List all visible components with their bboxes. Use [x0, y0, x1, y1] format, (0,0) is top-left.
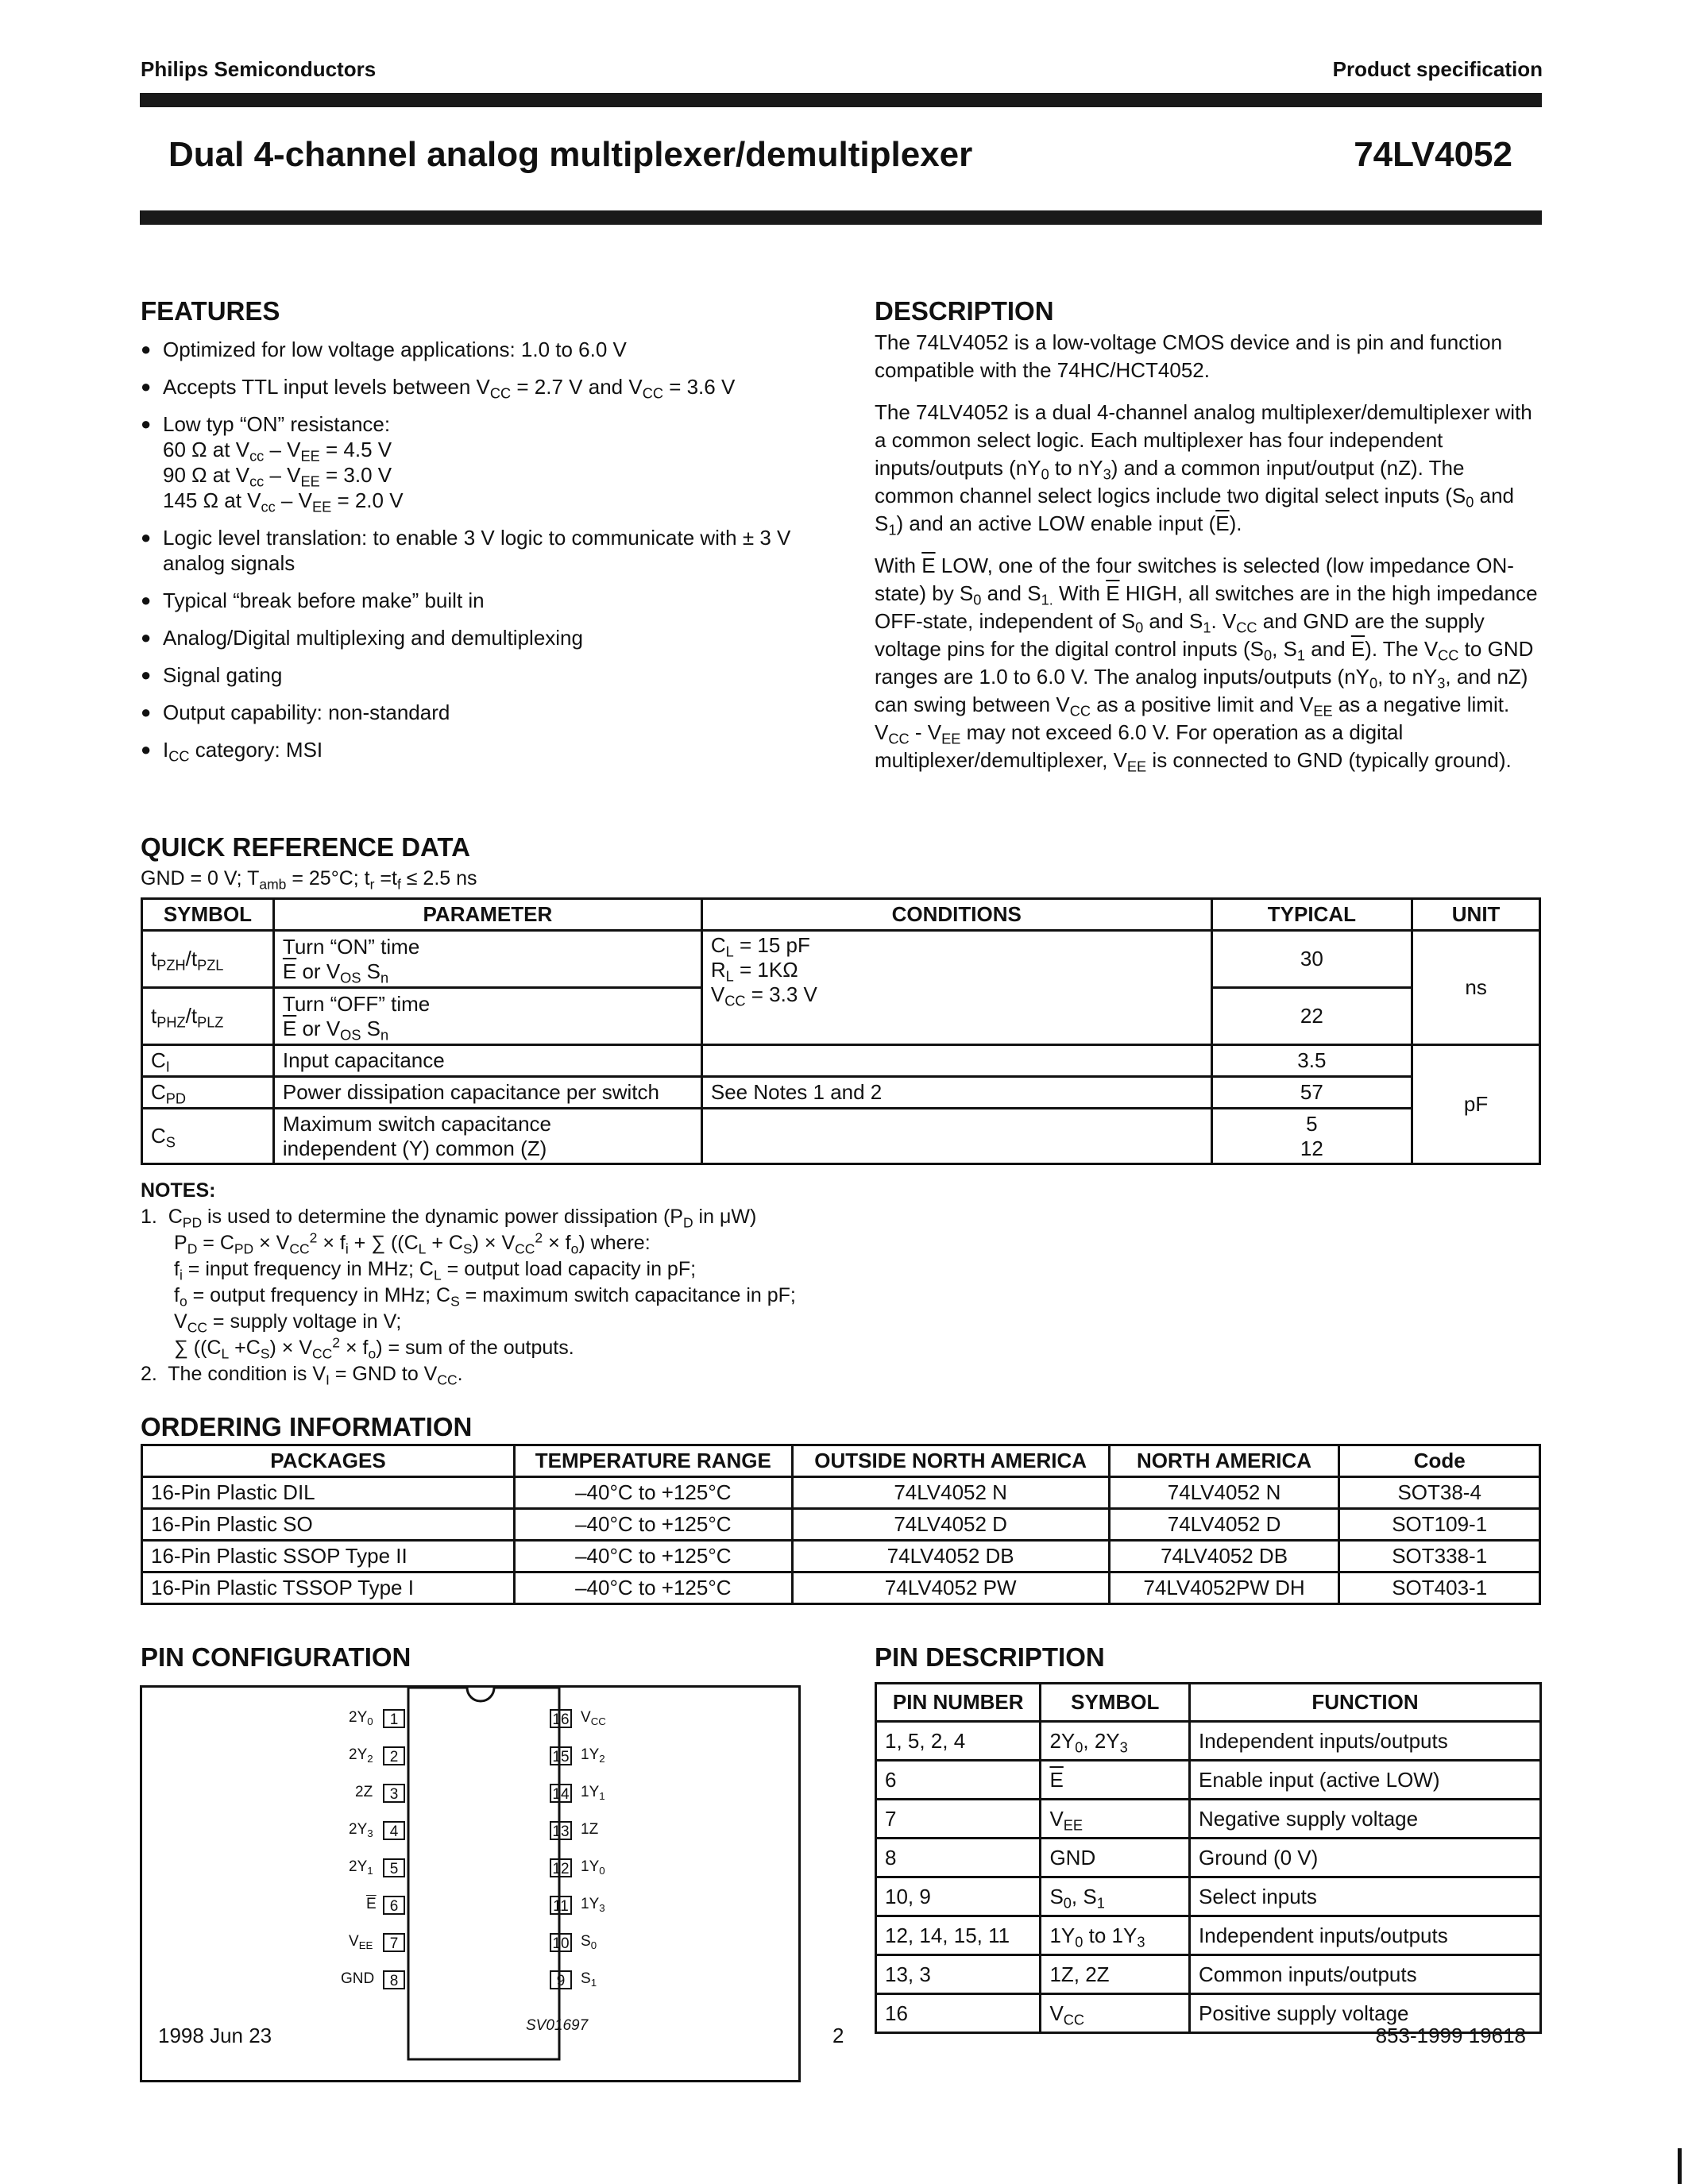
ordering-header: Code: [1339, 1445, 1540, 1477]
pin-desc-symbol: GND: [1041, 1839, 1190, 1877]
qrd-typical-line: 5: [1306, 1111, 1318, 1136]
ordering-temp: –40°C to +125°C: [515, 1477, 793, 1509]
pin-number: 4: [383, 1821, 405, 1840]
description-heading: DESCRIPTION: [875, 296, 1054, 326]
ordering-na: 74LV4052 DB: [1109, 1541, 1339, 1572]
ordering-heading: ORDERING INFORMATION: [141, 1412, 473, 1441]
qrd-header-unit: UNIT: [1412, 899, 1540, 931]
qrd-typical: 22: [1211, 988, 1412, 1045]
ordering-na: 74LV4052 D: [1109, 1509, 1339, 1541]
footer-doc-code: 853-1999 19618: [1375, 2024, 1526, 2047]
qrd-conditions-line: GND = 0 V; $T_{amb} = 25^\circ C$; $t_r =t_f \le 2.5$ ns: [141, 867, 477, 893]
pin-desc-function: Enable input (active LOW): [1190, 1761, 1541, 1800]
table-row: [876, 1722, 1541, 1761]
pin-desc-symbol: $\overline{E}$: [1041, 1761, 1190, 1800]
pin-configuration-figure: [140, 1685, 801, 2082]
qrd-param-line: Turn “ON” time: [282, 934, 420, 959]
qrd-conditions: [701, 1109, 1211, 1164]
ordering-outside-na: 74LV4052 PW: [792, 1572, 1109, 1604]
bullet-icon: ●: [141, 527, 152, 547]
description-paragraph: The 74LV4052 is a dual 4-channel analog multiplexer/demultiplexer with a common select logic. Each multiplexer has four independent inputs/outputs ($nY_0$ to $nY_3$) and a common input/output (nZ). The common channel select logics include two digital select inputs ($S_0$ and $S_1$) and an active LOW enable input $(\overline{E})$.: [875, 400, 1532, 538]
ordering-code: SOT338-1: [1339, 1541, 1540, 1572]
footer-page-number: 2: [832, 2024, 844, 2047]
pin-desc-number: 1, 5, 2, 4: [876, 1722, 1041, 1761]
pin-desc-heading: PIN DESCRIPTION: [875, 1642, 1105, 1672]
pin-desc-header: SYMBOL: [1041, 1684, 1190, 1722]
quick-reference-table: [141, 897, 1541, 1165]
qrd-symbol: $t_{PZH}/t_{PZL}$: [142, 931, 274, 988]
qrd-parameter: Turn “ON” time $\overline{E}$ or $V_{OS}$ $S_n$: [273, 931, 701, 988]
pin-number: 11: [550, 1896, 572, 1915]
note-1-def: $f_i$ = input frequency in MHz; $C_L$ = output load capacity in pF;: [174, 1258, 697, 1283]
feature-item: ● Low typ “ON” resistance: 60 Ω at $V_{cc} - V_{EE} = 4.5$ V 90 Ω at $V_{cc} - V_{EE} = 3.0$ V 145 Ω at $V_{cc} - V_{EE} = 2.0$ V: [141, 412, 404, 515]
ordering-package: 16-Pin Plastic SO: [142, 1509, 515, 1541]
qrd-param-line: independent (Y) common (Z): [282, 1136, 547, 1160]
pin-desc-header: PIN NUMBER: [876, 1684, 1041, 1722]
pin-desc-header: FUNCTION: [1190, 1684, 1541, 1722]
qrd-parameter: Turn “OFF” time $\overline{E}$ or $V_{OS}$ $S_n$: [273, 988, 701, 1045]
document-type: Product specification: [1332, 57, 1543, 81]
document-title: Dual 4-channel analog multiplexer/demultiplexer: [168, 135, 973, 174]
feature-item: ● Typical “break before make” built in: [141, 588, 485, 612]
qrd-param-line: Turn “OFF” time: [282, 991, 431, 1016]
pin-desc-number: 10, 9: [876, 1877, 1041, 1916]
pin-label-2y3: $2Y_3$: [349, 1821, 373, 1839]
pin-number: 1: [383, 1709, 405, 1728]
qrd-conditions: [701, 1045, 1211, 1077]
pin-label-1y2: $1Y_2$: [581, 1746, 605, 1765]
pin-desc-number: 8: [876, 1839, 1041, 1877]
ordering-header: TEMPERATURE RANGE: [515, 1445, 793, 1477]
pin-label-1y0: $1Y_0$: [581, 1858, 605, 1877]
note-2: 2. The condition is $V_I$ = GND to $V_{CC}$.: [141, 1363, 463, 1388]
table-row: [876, 1839, 1541, 1877]
qrd-conditions: $C_L = 15$ pF $R_L = 1K\Omega$ $V_{CC} = 3.3$ V: [701, 931, 1211, 1045]
qrd-unit: ns: [1412, 931, 1540, 1045]
note-1-def: $f_o$ = output frequency in MHz; $C_S$ = maximum switch capacitance in pF;: [174, 1284, 796, 1310]
pin-label-2y2: $2Y_2$: [349, 1746, 373, 1765]
pin-number: 7: [383, 1933, 405, 1952]
pin-label-vcc: $V_{CC}$: [581, 1709, 606, 1727]
qrd-parameter: Power dissipation capacitance per switch: [273, 1077, 701, 1109]
qrd-symbol: $t_{PHZ}/t_{PLZ}$: [142, 988, 274, 1045]
pin-desc-symbol: $1Y_0$ to $1Y_3$: [1041, 1916, 1190, 1955]
pin-desc-number: 12, 14, 15, 11: [876, 1916, 1041, 1955]
qrd-param-line: Maximum switch capacitance: [282, 1111, 552, 1136]
ordering-package: 16-Pin Plastic DIL: [142, 1477, 515, 1509]
ordering-na: 74LV4052 N: [1109, 1477, 1339, 1509]
header-rule-top: [140, 93, 1542, 107]
pin-number: 2: [383, 1746, 405, 1765]
bullet-icon: ●: [141, 376, 152, 396]
bullet-icon: ●: [141, 665, 152, 685]
qrd-header-typical: TYPICAL: [1211, 899, 1412, 931]
pin-label-2y1: $2Y_1$: [349, 1858, 373, 1877]
note-1-formula: $P_D = C_{PD} \times V_{CC}^2 \times f_i$ + ∑ $((C_L + C_S) \times V_{CC}^2 \times f_o)$ where:: [174, 1229, 651, 1257]
pin-desc-function: Positive supply voltage: [1190, 1994, 1541, 2033]
ordering-package: 16-Pin Plastic SSOP Type II: [142, 1541, 515, 1572]
company-name: Philips Semiconductors: [141, 57, 377, 81]
part-number: 74LV4052: [1354, 135, 1512, 174]
features-list: [141, 337, 856, 774]
pin-desc-number: 7: [876, 1800, 1041, 1839]
feature-item: ● Accepts TTL input levels between $V_{CC} = 2.7$ V and $V_{CC} = 3.6$ V: [141, 375, 736, 402]
feature-item: ● Output capability: non-standard: [141, 700, 450, 724]
ordering-na: 74LV4052PW DH: [1109, 1572, 1339, 1604]
table-row: [876, 1916, 1541, 1955]
qrd-conditions: See Notes 1 and 2: [701, 1077, 1211, 1109]
description-paragraph: The 74LV4052 is a low-voltage CMOS device and is pin and function compatible with the 74HC/HCT4052.: [875, 330, 1503, 382]
pin-label-s1: $S_1$: [581, 1970, 597, 1989]
qrd-typical: 57: [1211, 1077, 1412, 1109]
pin-number: 12: [550, 1858, 572, 1877]
notes-heading: NOTES:: [141, 1179, 216, 1202]
pin-desc-symbol: $V_{CC}$: [1041, 1994, 1190, 2033]
pin-number: 16: [550, 1709, 572, 1728]
qrd-unit: pF: [1412, 1045, 1540, 1164]
description-paragraph: With $\overline{E}$ LOW, one of the four switches is selected (low impedance ON-state) by $S_0$ and $S_{1.}$ With $\overline{E}$ HIGH, all switches are in the high impedance OFF-state, independent of $S_0$ and $S_1$. $V_{CC}$ and GND are the supply voltage pins for the digital control inputs ($S_0$, $S_1$ and $\overline{E}$). The $V_{CC}$ to GND ranges are 1.0 to 6.0 V. The analog inputs/outputs ($nY_0$, to $nY_3$, and nZ) can swing between $V_{CC}$ as a positive limit and $V_{EE}$ as a negative limit. $V_{CC} - V_{EE}$ may not exceed 6.0 V. For operation as a digital multiplexer/demultiplexer, $V_{EE}$ is connected to GND (typically ground).: [875, 554, 1538, 775]
table-row: [876, 1800, 1541, 1839]
notes: [141, 1178, 935, 1387]
bullet-icon: ●: [141, 627, 152, 647]
pin-number: 8: [383, 1970, 405, 1989]
pin-label-1z: 1Z: [581, 1821, 599, 1838]
description-body: [875, 329, 1542, 789]
footer-date: 1998 Jun 23: [158, 2024, 272, 2047]
qrd-symbol: $C_S$: [142, 1109, 274, 1164]
ordering-temp: –40°C to +125°C: [515, 1509, 793, 1541]
qrd-header-conditions: CONDITIONS: [701, 899, 1211, 931]
bullet-icon: ●: [141, 590, 152, 610]
pin-description-table: [875, 1682, 1542, 2034]
bullet-icon: ●: [141, 739, 152, 759]
pin-number: 3: [383, 1784, 405, 1803]
table-row: [142, 1572, 1540, 1604]
table-row: [876, 1955, 1541, 1994]
feature-item: ● $I_{CC}$ category: MSI: [141, 738, 323, 765]
ic-package-outline: [407, 1688, 561, 2061]
features-heading: FEATURES: [141, 296, 280, 326]
pin-desc-symbol: $2Y_0$, $2Y_3$: [1041, 1722, 1190, 1761]
pin-label-vee: $V_{EE}$: [349, 1933, 373, 1951]
bullet-icon: ●: [141, 702, 152, 722]
pin-number: 14: [550, 1784, 572, 1803]
qrd-header-parameter: PARAMETER: [273, 899, 701, 931]
pin-number: 13: [550, 1821, 572, 1840]
ordering-temp: –40°C to +125°C: [515, 1572, 793, 1604]
pin-desc-number: 16: [876, 1994, 1041, 2033]
pin-label-1y1: $1Y_1$: [581, 1784, 605, 1802]
pin-label-1y3: $1Y_3$: [581, 1896, 605, 1914]
note-1: 1. $C_{PD}$ is used to determine the dynamic power dissipation ($P_D$ in μW): [141, 1206, 757, 1231]
table-row: [142, 1541, 1540, 1572]
table-row: [876, 1877, 1541, 1916]
pin-label-2y0: $2Y_0$: [349, 1709, 373, 1727]
qrd-typical: 3.5: [1211, 1045, 1412, 1077]
bullet-icon: ●: [141, 339, 152, 359]
pin-desc-function: Common inputs/outputs: [1190, 1955, 1541, 1994]
ordering-temp: –40°C to +125°C: [515, 1541, 793, 1572]
pin-desc-function: Independent inputs/outputs: [1190, 1722, 1541, 1761]
pin-desc-function: Ground (0 V): [1190, 1839, 1541, 1877]
pin-desc-number: 13, 3: [876, 1955, 1041, 1994]
pin-desc-function: Negative supply voltage: [1190, 1800, 1541, 1839]
pin-number: 10: [550, 1933, 572, 1952]
note-1-def: ∑ $((C_L +C_S) \times V_{CC}^2 \times f_o)$ = sum of the outputs.: [174, 1334, 574, 1362]
ordering-header: NORTH AMERICA: [1109, 1445, 1339, 1477]
ordering-header: PACKAGES: [142, 1445, 515, 1477]
table-row: [142, 1509, 1540, 1541]
feature-item: ● Optimized for low voltage applications: 1.0 to 6.0 V: [141, 338, 627, 361]
pin-number: 15: [550, 1746, 572, 1765]
feature-item: ● Signal gating: [141, 663, 283, 687]
table-row: [142, 1477, 1540, 1509]
ordering-table: [141, 1444, 1541, 1605]
ordering-code: SOT38-4: [1339, 1477, 1540, 1509]
qrd-typical-line: 12: [1300, 1136, 1323, 1160]
pin-label-e: $\overline{E}$: [366, 1896, 377, 1912]
qrd-typical: [1211, 1109, 1412, 1164]
feature-item: ● Logic level translation: to enable 3 V logic to communicate with ± 3 V analog signals: [141, 526, 791, 575]
figure-code: SV01697: [526, 2017, 589, 2034]
pin-label-gnd: GND: [341, 1970, 375, 1987]
qrd-heading: QUICK REFERENCE DATA: [141, 832, 470, 862]
ordering-header: OUTSIDE NORTH AMERICA: [792, 1445, 1109, 1477]
pin-label-s0: $S_0$: [581, 1933, 597, 1951]
qrd-symbol: $C_I$: [142, 1045, 274, 1077]
pin-desc-number: 6: [876, 1761, 1041, 1800]
pin-desc-function: Select inputs: [1190, 1877, 1541, 1916]
table-row: [876, 1761, 1541, 1800]
qrd-symbol: $C_{PD}$: [142, 1077, 274, 1109]
pin-desc-function: Independent inputs/outputs: [1190, 1916, 1541, 1955]
qrd-parameter: [273, 1109, 701, 1164]
crop-mark: [1678, 2148, 1682, 2184]
pin-desc-symbol: $V_{EE}$: [1041, 1800, 1190, 1839]
pin-number: 6: [383, 1896, 405, 1915]
bullet-icon: ●: [141, 414, 152, 434]
note-1-def: $V_{CC}$ = supply voltage in V;: [174, 1310, 402, 1336]
pin-desc-symbol: $S_0$, $S_1$: [1041, 1877, 1190, 1916]
qrd-typical: 30: [1211, 931, 1412, 988]
pin-desc-symbol: 1Z, 2Z: [1041, 1955, 1190, 1994]
ordering-package: 16-Pin Plastic TSSOP Type I: [142, 1572, 515, 1604]
pin-number: 9: [550, 1970, 572, 1989]
ordering-code: SOT403-1: [1339, 1572, 1540, 1604]
ordering-outside-na: 74LV4052 N: [792, 1477, 1109, 1509]
qrd-parameter: Input capacitance: [273, 1045, 701, 1077]
pin-number: 5: [383, 1858, 405, 1877]
pin-label-2z: 2Z: [355, 1784, 373, 1800]
feature-item: ● Analog/Digital multiplexing and demultiplexing: [141, 626, 583, 650]
pin-config-heading: PIN CONFIGURATION: [141, 1642, 411, 1672]
header-rule-bottom: [140, 210, 1542, 225]
ordering-outside-na: 74LV4052 DB: [792, 1541, 1109, 1572]
qrd-header-symbol: SYMBOL: [142, 899, 274, 931]
ordering-outside-na: 74LV4052 D: [792, 1509, 1109, 1541]
ordering-code: SOT109-1: [1339, 1509, 1540, 1541]
